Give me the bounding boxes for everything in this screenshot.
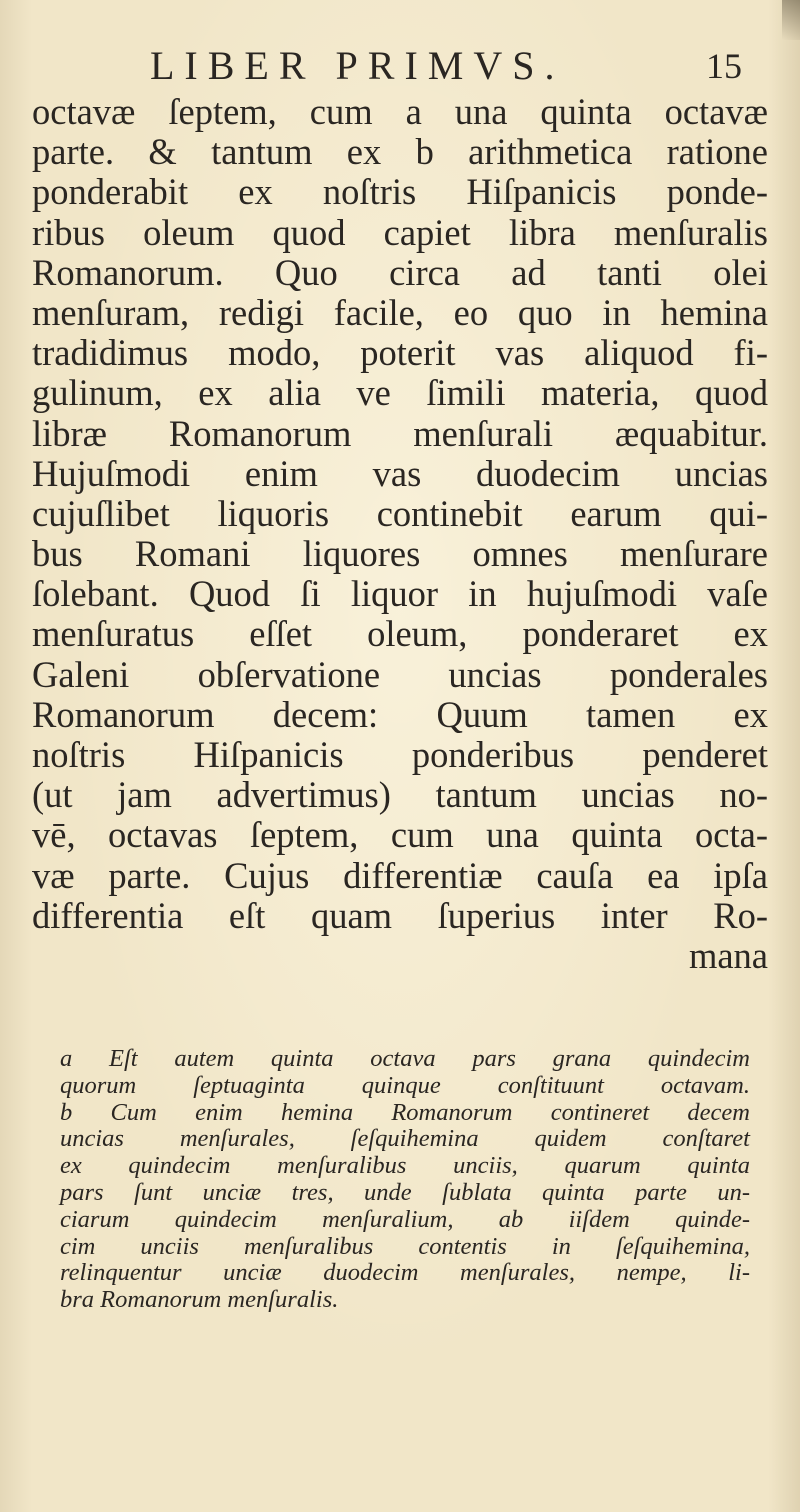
footnote-line: uncias menſurales, ſeſquihemina quidem conſtaret [60, 1125, 750, 1153]
footnote-line: bra Romanorum menſuralis. [60, 1286, 339, 1314]
text-line: tradidimus modo, poterit vas aliquod fi- [32, 332, 768, 374]
footnote-line: pars ſunt unciæ tres, unde ſublata quinta parte un- [60, 1178, 750, 1206]
text-line: Galeni obſervatione uncias ponderales [32, 653, 768, 695]
footnote-line: ciarum quindecim menſuralium, ab iiſdem quinde- [60, 1205, 750, 1233]
text-line: ribus oleum quod capiet libra menſuralis [32, 211, 768, 253]
main-text [32, 92, 768, 976]
text-line: Romanorum. Quo circa ad tanti olei [32, 251, 768, 293]
footnote-line: ex quindecim menſuralibus unciis, quarum quinta [60, 1152, 750, 1180]
footnote-line: cim unciis menſuralibus contentis in ſeſquihemina, [60, 1232, 750, 1260]
text-line: Hujuſmodi enim vas duodecim uncias [32, 452, 768, 494]
text-line: parte. & tantum ex b arithmetica ratione [32, 131, 768, 173]
page-edge-shadow [782, 0, 800, 40]
text-line: libræ Romanorum menſurali æquabitur. [32, 412, 768, 454]
text-line: gulinum, ex alia ve ſimili materia, quod [32, 372, 768, 414]
footnote-line: quorum ſeptuaginta quinque conſtituunt octavam. [60, 1071, 750, 1099]
footnote-line: relinquentur unciæ duodecim menſurales, nempe, li- [60, 1259, 750, 1287]
text-line: Romanorum decem: Quum tamen ex [32, 693, 768, 735]
text-line: vē, octavas ſeptem, cum una quinta octa- [32, 814, 768, 856]
text-line: noſtris Hiſpanicis ponderibus penderet [32, 734, 768, 775]
text-line: differentia eſt quam ſuperius inter Ro- [32, 894, 768, 936]
text-line: octavæ ſeptem, cum a una quinta octavæ [32, 91, 768, 132]
footnotes [60, 1046, 750, 1314]
page-number: 15 [706, 46, 742, 86]
footnote-line: a Eſt autem quinta octava pars grana quindecim [60, 1045, 750, 1072]
text-line: ſolebant. Quod ſi liquor in hujuſmodi vaſe [32, 573, 768, 615]
text-line: menſuratus eſſet oleum, ponderaret ex [32, 613, 768, 655]
text-line: ponderabit ex noſtris Hiſpanicis ponde- [32, 171, 768, 213]
text-line: menſuram, redigi facile, eo quo in hemina [32, 291, 768, 333]
text-line: bus Romani liquores omnes menſurare [32, 533, 768, 575]
text-line: væ parte. Cujus differentiæ cauſa ea ipſa [32, 854, 768, 896]
catchword: mana [688, 934, 768, 976]
running-head: LIBER PRIMVS. [150, 43, 565, 88]
text-line: cujuſlibet liquoris continebit earum qui- [32, 492, 768, 534]
text-line: (ut jam advertimus) tantum uncias no- [32, 774, 768, 816]
footnote-line: b Cum enim hemina Romanorum contineret decem [60, 1098, 750, 1126]
